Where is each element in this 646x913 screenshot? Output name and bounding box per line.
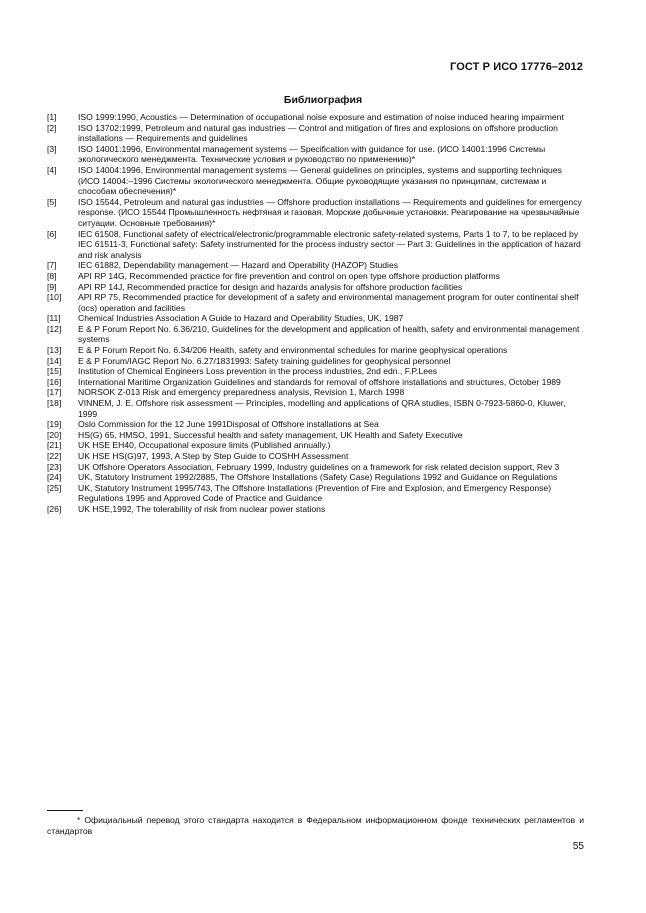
bibliography-item-number: [26] <box>47 503 62 514</box>
page-number: 55 <box>572 841 584 852</box>
bibliography-item-number: [15] <box>47 366 62 377</box>
bibliography-item-text: Chemical Industries Association A Guide to Hazard and Operability Studies, UK, 1987 <box>78 313 404 324</box>
bibliography-item <box>47 387 585 398</box>
bibliography-item-number: [25] <box>47 482 62 493</box>
bibliography-item-number: [14] <box>47 355 62 366</box>
bibliography-item-text: UK HSE EH40, Occupational exposure limits (Published annually.) <box>78 440 331 451</box>
bibliography-item-number: [23] <box>47 461 62 472</box>
bibliography-item <box>47 356 585 367</box>
bibliography-item <box>47 440 585 451</box>
bibliography-list <box>47 112 585 515</box>
bibliography-item <box>47 398 585 419</box>
bibliography-item-text: ISO 14004:1996, Environmental management systems — General guidelines on principles, systems and supporting techniques (ИСО 14004:–1996 Системы экологического менеджмента. Общие руководящие указания по принципам, системам и способам обеспечения)* <box>78 164 562 197</box>
bibliography-item-number: [5] <box>47 196 57 207</box>
footnote: * Официальный перевод этого стандарта находится в Федеральном информационном фонде технических регламентов и стандартов <box>47 815 584 836</box>
bibliography-item-text: Institution of Chemical Engineers Loss prevention in the process industries, 2nd edn., F.P.Lees <box>78 366 438 377</box>
bibliography-item <box>47 451 585 462</box>
bibliography-item <box>47 260 585 271</box>
bibliography-item <box>47 419 585 430</box>
bibliography-item <box>47 165 585 197</box>
bibliography-item-number: [6] <box>47 228 57 239</box>
bibliography-item-number: [24] <box>47 472 62 483</box>
bibliography-item-number: [17] <box>47 387 62 398</box>
bibliography-item-text: E & P Forum/IAGC Report No. 6.27/1831993: Safety training guidelines for geophysical personnel <box>78 355 451 366</box>
bibliography-item-text: API RP 14J, Recommended practice for design and hazards analysis for offshore production facilities <box>78 281 463 292</box>
bibliography-item-number: [4] <box>47 164 57 175</box>
bibliography-item <box>47 472 585 483</box>
bibliography-item <box>47 313 585 324</box>
bibliography-item <box>47 430 585 441</box>
bibliography-item <box>47 377 585 388</box>
bibliography-item-text: UK, Statutory Instrument 1992/2885, The Offshore Installations (Safety Case) Regulations 1992 and Guidance on Regulations <box>78 472 558 483</box>
bibliography-item-number: [2] <box>47 122 57 133</box>
bibliography-item-text: Oslo Commission for the 12 June 1991Disposal of Offshore installations at Sea <box>78 419 379 430</box>
bibliography-item <box>47 144 585 165</box>
bibliography-item-number: [16] <box>47 376 62 387</box>
bibliography-item <box>47 271 585 282</box>
bibliography-item-number: [18] <box>47 398 62 409</box>
bibliography-item-number: [10] <box>47 292 62 303</box>
bibliography-item-text: E & P Forum Report No. 6.34/206 Health, safety and environmental schedules for marine geophysical operations <box>78 345 508 356</box>
bibliography-item <box>47 123 585 144</box>
bibliography-item <box>47 345 585 356</box>
bibliography-item-text: UK HSE,1992, The tolerability of risk from nuclear power stations <box>78 503 326 514</box>
bibliography-item-number: [21] <box>47 440 62 451</box>
bibliography-item-number: [1] <box>47 112 57 122</box>
bibliography-item-text: IEC 61508, Functional safety of electrical/electronic/programmable electronic safety-related systems, Parts 1 to 7, to be replaced by IEC 61511-3, Functional safety: Safety instrumented for the process industry sector — Part 3: Guidelines in the application of hazard and risk analysis <box>78 228 581 260</box>
bibliography-item <box>47 504 585 515</box>
bibliography-item <box>47 366 585 377</box>
bibliography-item-text: ISO 14001:1996, Environmental management systems — Specification with guidance for use. (ИСО 14001:1996 Системы экологического менеджмента. Технические условия и руководство по применению)* <box>78 143 546 165</box>
bibliography-item-number: [19] <box>47 419 62 430</box>
bibliography-item-number: [11] <box>47 313 61 324</box>
bibliography-item-text: UK, Statutory Instrument 1995/743, The Offshore Installations (Prevention of Fire and Explosion, and Emergency Response) Regulations 1995 and Approved Code of Practice and Guidance <box>78 482 552 504</box>
bibliography-item-number: [20] <box>47 429 62 440</box>
bibliography-item-text: ISO 1999:1990, Acoustics — Determination of occupational noise exposure and estimation of noise induced hearing impairment <box>78 112 564 122</box>
bibliography-item-text: IEC 61882, Dependability management — Hazard and Operability (HAZOP) Studies <box>78 260 399 271</box>
bibliography-item <box>47 483 585 504</box>
bibliography-item-text: ISO 13702:1999, Petroleum and natural gas industries — Control and mitigation of fires and explosions on offshore production installations — Requirements and guidelines <box>78 122 558 144</box>
document-code: ГОСТ Р ИСО 17776–2012 <box>450 61 583 73</box>
bibliography-item-number: [7] <box>47 260 57 271</box>
bibliography-item <box>47 112 585 123</box>
bibliography-item <box>47 197 585 229</box>
bibliography-item-number: [8] <box>47 270 57 281</box>
bibliography-item <box>47 229 585 261</box>
bibliography-item-text: E & P Forum Report No. 6.36/210, Guidelines for the development and application of health, safety and environmental management systems <box>78 323 580 345</box>
bibliography-item-text: API RP 75, Recommended practice for development of a safety and environmental management program for outer continental shelf (ocs) operation and facilities <box>78 292 579 313</box>
footnote-divider <box>47 810 83 811</box>
bibliography-item-text: ISO 15544, Petroleum and natural gas industries — Offshore production installations — Requirements and guidelines for emergency response. (ИСО 15544 Промышленность нефтяная и газовая. Морские добычные установки. Реагирование на чрезвычайные ситуации. Основные требования)* <box>78 196 582 228</box>
bibliography-item-number: [12] <box>47 323 62 334</box>
bibliography-item <box>47 292 585 313</box>
bibliography-item-text: API RP 14G, Recommended practice for fire prevention and control on open type offshore production platforms <box>78 270 500 281</box>
bibliography-item-text: HS(G) 65, HMSO, 1991, Successful health and safety management, UK Health and Safety Executive <box>78 429 463 440</box>
bibliography-item-text: International Maritime Organization Guidelines and standards for removal of offshore installations and structures, October 1989 <box>78 376 561 387</box>
bibliography-title: Библиография <box>283 94 363 106</box>
bibliography-item-text: VINNEM, J. E. Offshore risk assessment — Principles, modelling and applications of QRA studies, ISBN 0-7923-5860-0, Kluwer, 1999 <box>78 398 566 419</box>
bibliography-item-number: [3] <box>47 143 57 154</box>
bibliography-item-number: [13] <box>47 345 62 356</box>
bibliography-item-text: UK Offshore Operators Association, February 1999, Industry guidelines on a framework for risk related decision support, Rev 3 <box>78 461 560 472</box>
bibliography-item-text: NORSOK Z-013 Risk and emergency preparedness analysis, Revision 1, March 1998 <box>78 387 405 398</box>
bibliography-item <box>47 282 585 293</box>
bibliography-item <box>47 324 585 345</box>
bibliography-item-number: [9] <box>47 281 57 292</box>
bibliography-item <box>47 462 585 473</box>
bibliography-item-number: [22] <box>47 451 62 461</box>
bibliography-item-text: UK HSE HS(G)97, 1993, A Step by Step Guide to COSHH Assessment <box>78 451 349 461</box>
